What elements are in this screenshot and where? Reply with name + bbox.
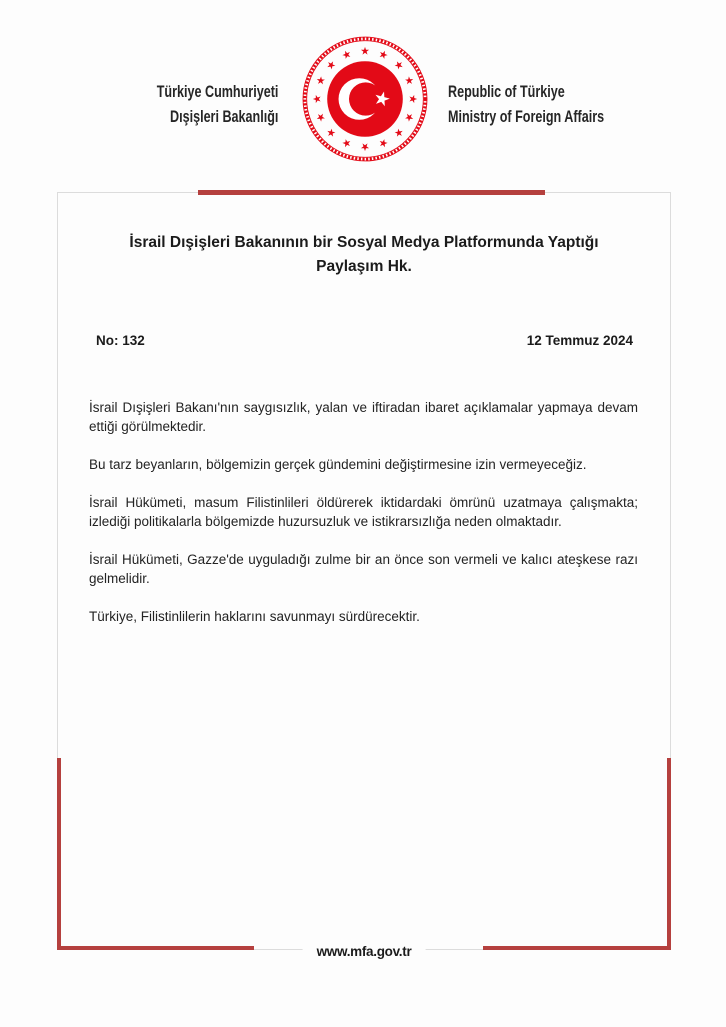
frame-accent-bottom-right-vertical <box>667 758 671 950</box>
paragraph: Türkiye, Filistinlilerin haklarını savunmayı sürdürecektir. <box>89 609 420 624</box>
ministry-name-en-line2: Ministry of Foreign Affairs <box>448 107 605 126</box>
press-release-body <box>58 398 670 626</box>
press-release-date: 12 Temmuz 2024 <box>526 333 633 348</box>
frame-accent-bottom-left-vertical <box>57 758 61 950</box>
title-line2: Paylaşım Hk. <box>316 258 412 275</box>
press-release-number: No: 132 <box>96 333 145 348</box>
ministry-name-turkish <box>156 79 278 129</box>
ministry-name-tr-line2: Dışişleri Bakanlığı <box>169 107 278 126</box>
mfa-website-url: www.mfa.gov.tr <box>303 944 426 959</box>
ministry-name-en-line1: Republic of Türkiye <box>448 82 565 101</box>
press-release-title <box>58 231 670 279</box>
paragraph: İsrail Hükümeti, Gazze'de uyguladığı zulme bir an önce son vermeli ve kalıcı ateşkese razı gelmelidir. <box>89 552 638 586</box>
paragraph: İsrail Hükümeti, masum Filistinlileri öldürerek iktidardaki ömrünü uzatmaya çalışmakta; izlediği politikalarla bölgemizde huzursuzluk ve istikrarsızlığa neden olmaktadır. <box>89 495 638 529</box>
paragraph: Bu tarz beyanların, bölgemizin gerçek gündemini değiştirmesine izin vermeyeceğiz. <box>89 457 587 472</box>
document-frame <box>57 192 671 959</box>
frame-accent-top <box>198 190 545 195</box>
ministry-name-english <box>448 79 604 129</box>
frame-accent-bottom-right-horizontal <box>483 946 671 950</box>
paragraph: İsrail Dışişleri Bakanı'nın saygısızlık, yalan ve iftiradan ibaret açıklamalar yapmaya devam ettiği görülmektedir. <box>89 400 638 434</box>
ministry-name-tr-line1: Türkiye Cumhuriyeti <box>156 82 278 101</box>
title-line1: İsrail Dışişleri Bakanının bir Sosyal Medya Platformunda Yaptığı <box>129 234 599 251</box>
frame-accent-bottom-left-horizontal <box>57 946 254 950</box>
turkiye-mfa-emblem-icon <box>302 36 428 162</box>
press-release-meta <box>58 333 670 348</box>
